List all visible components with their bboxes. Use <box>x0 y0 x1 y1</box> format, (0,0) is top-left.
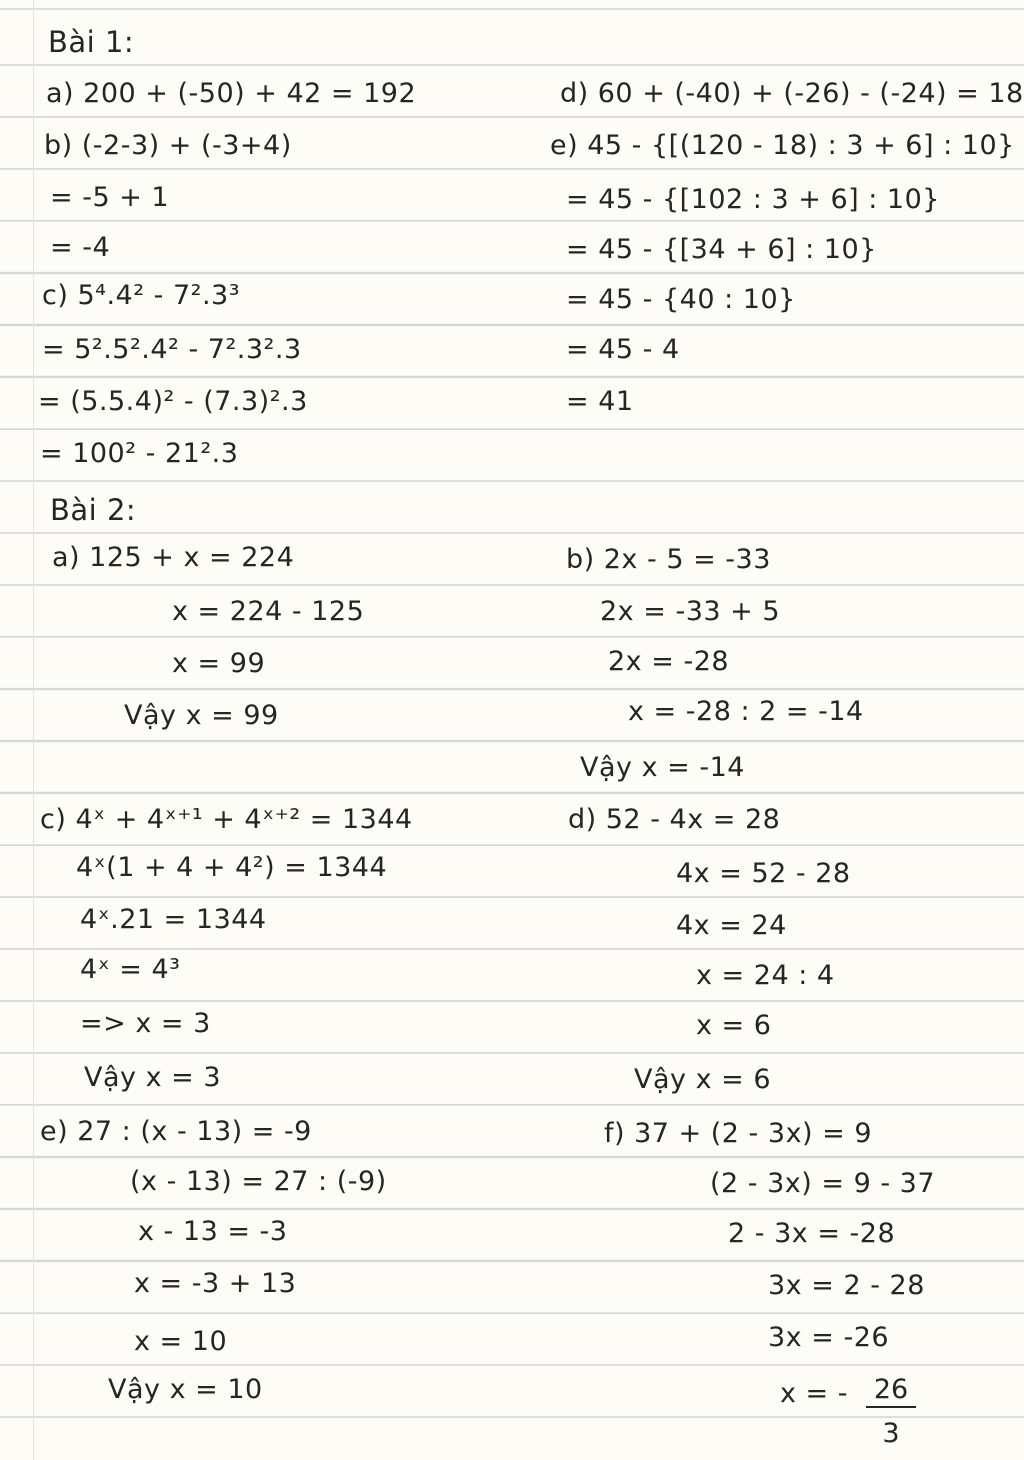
bai2-e-line-6: Vậy x = 10 <box>108 1374 263 1405</box>
bai2-a-line-1: a) 125 + x = 224 <box>52 542 295 573</box>
bai2-e-line-2: (x - 13) = 27 : (-9) <box>130 1166 387 1197</box>
bai2-f-line-4: 3x = 2 - 28 <box>768 1270 925 1301</box>
bai2-a-line-4: Vậy x = 99 <box>124 700 279 731</box>
bai2-d-line-4: x = 24 : 4 <box>696 960 835 991</box>
bai2-b-line-1: b) 2x - 5 = -33 <box>566 544 771 575</box>
bai2-f-line-3: 2 - 3x = -28 <box>728 1218 896 1249</box>
notebook-margin-line <box>33 0 34 1460</box>
bai2-f-result-fraction <box>866 1374 916 1450</box>
bai2-c-line-6: Vậy x = 3 <box>84 1062 222 1093</box>
bai2-e-line-3: x - 13 = -3 <box>138 1216 288 1247</box>
bai2-d-line-6: Vậy x = 6 <box>634 1064 772 1095</box>
bai1-b-line-3: = -4 <box>50 232 111 263</box>
bai2-c-line-4: 4ˣ = 4³ <box>80 954 181 985</box>
bai2-c-line-5: => x = 3 <box>80 1008 211 1039</box>
bai1-e-line-3: = 45 - {[34 + 6] : 10} <box>566 234 877 265</box>
bai1-heading: Bài 1: <box>48 25 135 59</box>
bai2-e-line-5: x = 10 <box>134 1326 228 1357</box>
bai2-b-line-5: Vậy x = -14 <box>580 752 745 783</box>
bai2-f-line-5: 3x = -26 <box>768 1322 890 1353</box>
bai1-e-line-4: = 45 - {40 : 10} <box>566 284 796 315</box>
fraction-numerator: 26 <box>866 1374 916 1408</box>
bai2-b-line-4: x = -28 : 2 = -14 <box>628 696 864 727</box>
bai1-e-line-1: e) 45 - {[(120 - 18) : 3 + 6] : 10} <box>550 130 1015 161</box>
bai1-c-line-2: = 5².5².4² - 7².3².3 <box>42 334 302 365</box>
bai1-c-line-3: = (5.5.4)² - (7.3)².3 <box>38 386 308 417</box>
bai2-e-line-4: x = -3 + 13 <box>134 1268 297 1299</box>
bai2-f-line-2: (2 - 3x) = 9 - 37 <box>710 1168 936 1199</box>
bai1-c-line-1: c) 5⁴.4² - 7².3³ <box>42 280 241 311</box>
bai1-e-line-2: = 45 - {[102 : 3 + 6] : 10} <box>566 184 940 215</box>
bai2-d-line-5: x = 6 <box>696 1010 772 1041</box>
bai1-c-line-4: = 100² - 21².3 <box>40 438 239 469</box>
bai2-f-result-prefix: x = - <box>780 1378 849 1409</box>
bai2-heading: Bài 2: <box>50 493 137 527</box>
bai2-d-line-3: 4x = 24 <box>676 910 787 941</box>
bai2-b-line-2: 2x = -33 + 5 <box>600 596 781 627</box>
bai2-c-line-1: c) 4ˣ + 4ˣ⁺¹ + 4ˣ⁺² = 1344 <box>40 804 413 835</box>
bai2-d-line-2: 4x = 52 - 28 <box>676 858 851 889</box>
bai2-b-line-3: 2x = -28 <box>608 646 730 677</box>
bai1-e-line-6: = 41 <box>566 386 634 417</box>
bai2-a-line-2: x = 224 - 125 <box>172 596 365 627</box>
bai2-c-line-2: 4ˣ(1 + 4 + 4²) = 1344 <box>76 852 388 883</box>
bai1-b-line-1: b) (-2-3) + (-3+4) <box>44 130 292 161</box>
bai1-a-line: a) 200 + (-50) + 42 = 192 <box>46 78 417 109</box>
bai2-f-line-1: f) 37 + (2 - 3x) = 9 <box>604 1118 873 1149</box>
bai1-e-line-5: = 45 - 4 <box>566 334 680 365</box>
bai1-b-line-2: = -5 + 1 <box>50 182 170 213</box>
bai2-c-line-3: 4ˣ.21 = 1344 <box>80 904 267 935</box>
bai2-a-line-3: x = 99 <box>172 648 266 679</box>
fraction-denominator: 3 <box>882 1418 900 1449</box>
bai2-d-line-1: d) 52 - 4x = 28 <box>568 804 781 835</box>
bai2-e-line-1: e) 27 : (x - 13) = -9 <box>40 1116 312 1147</box>
bai1-d-line: d) 60 + (-40) + (-26) - (-24) = 18 <box>560 78 1024 109</box>
